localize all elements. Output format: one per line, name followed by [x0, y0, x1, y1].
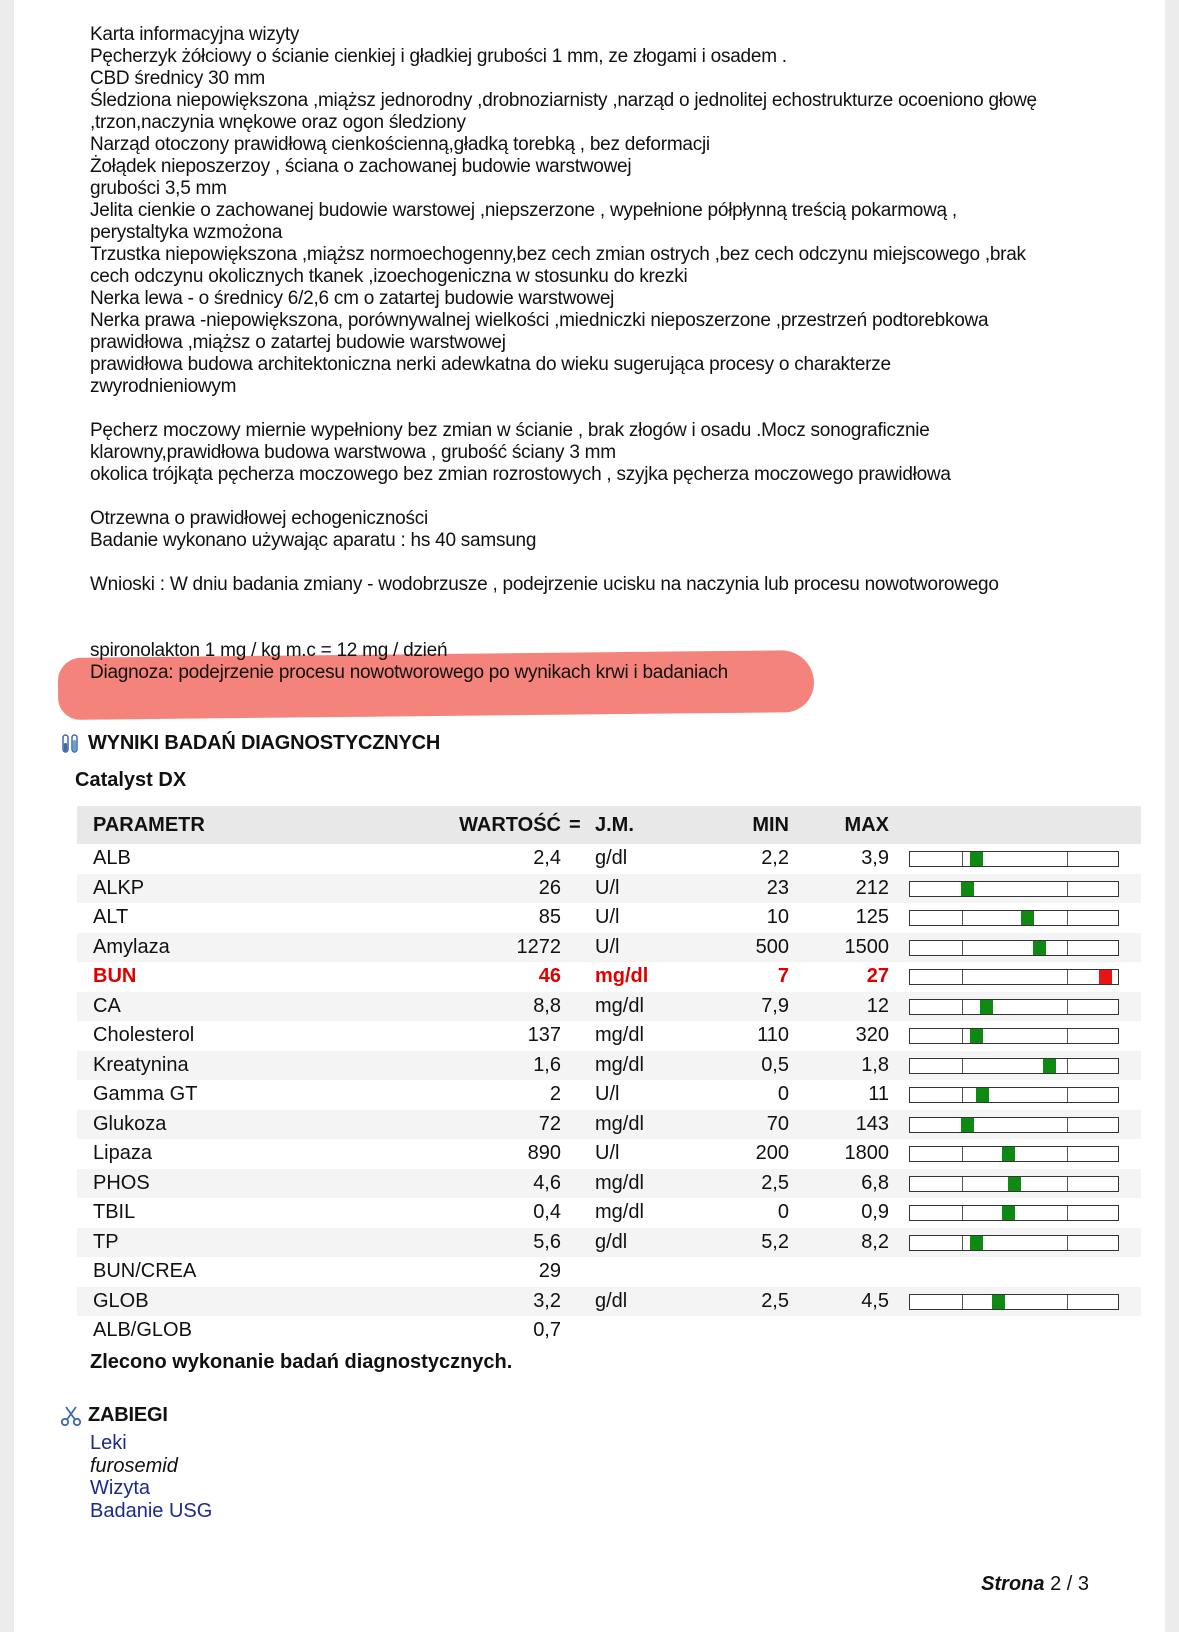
header-max: MAX: [844, 814, 889, 836]
note-line: Śledziona niepowiększona ,miąższ jednorodny ,drobnoziarnisty ,narząd o jednolitej echostrukturze ocoeniono głowę: [90, 90, 1037, 111]
note-line: grubości 3,5 mm: [90, 178, 227, 199]
range-tick-max: [1067, 970, 1068, 984]
range-marker: [992, 1295, 1005, 1309]
analyzer-name: Catalyst DX: [75, 769, 187, 791]
page-sep: /: [1066, 1573, 1073, 1595]
cell-max: 1,8: [861, 1053, 889, 1076]
cell-unit: mg/dl: [595, 1024, 644, 1046]
range-tick-min: [962, 1295, 963, 1309]
note-line: prawidłowa ,miąższ o zatartej budowie warstwowej: [90, 332, 506, 353]
range-tick-min: [962, 1059, 963, 1073]
cell-max: 12: [866, 994, 889, 1017]
cell-unit: U/l: [595, 876, 620, 899]
cell-min: 110: [757, 1024, 789, 1046]
table-row: [77, 1021, 1141, 1051]
range-marker: [980, 1000, 993, 1014]
cell-param: BUN: [93, 965, 137, 987]
header-eq: =: [569, 814, 581, 836]
cell-param: Lipaza: [93, 1142, 152, 1164]
cell-param: Kreatynina: [93, 1053, 189, 1076]
procedures-section-title: ZABIEGI: [88, 1404, 168, 1426]
cell-value: 85: [538, 906, 561, 928]
page-label: Strona: [981, 1573, 1045, 1595]
cell-unit: U/l: [595, 906, 620, 928]
range-marker: [961, 882, 974, 896]
cell-param: ALB/GLOB: [93, 1319, 192, 1341]
range-tick-min: [962, 970, 963, 984]
range-tick-max: [1067, 1206, 1068, 1220]
range-marker: [1021, 911, 1034, 925]
table-row: [77, 1316, 1141, 1346]
note-spacer: [90, 486, 1160, 508]
range-marker-high: [1099, 970, 1112, 984]
header-param: PARAMETR: [93, 814, 205, 836]
range-marker: [1002, 1147, 1015, 1161]
cell-min: 200: [755, 1142, 789, 1164]
table-row: [77, 1139, 1141, 1169]
range-marker: [976, 1088, 989, 1102]
range-tick-max: [1067, 882, 1068, 896]
note-line: Diagnoza: podejrzenie procesu nowotworowego po wynikach krwi i badaniach: [90, 662, 728, 683]
results-table-header: [77, 806, 1141, 844]
table-row: [77, 1287, 1141, 1317]
note-line: perystaltyka wzmożona: [90, 222, 283, 243]
range-marker: [1008, 1177, 1021, 1191]
cell-max: 3,9: [861, 847, 889, 869]
range-bar: [909, 940, 1119, 956]
cell-value: 0,4: [533, 1201, 561, 1223]
results-table: [77, 806, 1141, 1346]
test-tubes-icon: [60, 733, 82, 755]
header-value: WARTOŚĆ: [459, 814, 561, 836]
cell-min: 0: [777, 1201, 789, 1223]
note-line: cech odczynu okolicznych tkanek ,izoechogeniczna w stosunku do krezki: [90, 266, 688, 287]
cell-unit: g/dl: [595, 1289, 628, 1312]
cell-min: 500: [755, 935, 789, 958]
cell-min: 2,5: [761, 1289, 789, 1312]
header-unit: J.M.: [595, 814, 634, 836]
cell-value: 4,6: [533, 1171, 561, 1194]
range-bar: [909, 1205, 1119, 1221]
procedures-section-header: [60, 1404, 168, 1427]
table-row: [77, 1198, 1141, 1228]
note-line: Pęcherzyk żółciowy o ścianie cienkiej i gładkiej grubości 1 mm, ze złogami i osadem .: [90, 46, 787, 67]
range-bar: [909, 851, 1119, 867]
note-line: prawidłowa budowa architektoniczna nerki adewkatna do wieku sugerująca procesy o charakterze: [90, 354, 891, 375]
cell-unit: mg/dl: [595, 994, 644, 1017]
ordered-note: Zlecono wykonanie badań diagnostycznych.: [90, 1351, 513, 1373]
table-row: [77, 903, 1141, 933]
cell-value: 2,4: [533, 847, 561, 869]
note-spacer: [90, 596, 1160, 618]
cell-unit: mg/dl: [595, 965, 649, 987]
range-marker: [1002, 1206, 1015, 1220]
note-spacer: [90, 552, 1160, 574]
range-tick-max: [1067, 852, 1068, 866]
cell-unit: mg/dl: [595, 1171, 644, 1194]
procedure-link[interactable]: Wizyta: [90, 1477, 150, 1499]
cell-min: 70: [766, 1112, 789, 1135]
cell-min: 0,5: [761, 1053, 789, 1076]
cell-param: Amylaza: [93, 935, 170, 958]
cell-unit: g/dl: [595, 847, 628, 869]
table-row: [77, 1257, 1141, 1287]
cell-param: TBIL: [93, 1201, 136, 1223]
range-tick-min: [962, 1177, 963, 1191]
procedure-link[interactable]: Leki: [90, 1432, 127, 1454]
range-bar: [909, 969, 1119, 985]
note-line: okolica trójkąta pęcherza moczowego bez zmian rozrostowych , szyjka pęcherza moczowego prawidłowa: [90, 464, 951, 485]
cell-unit: mg/dl: [595, 1112, 644, 1135]
range-tick-min: [962, 1147, 963, 1161]
table-row: [77, 962, 1141, 992]
page-indicator: [981, 1573, 1089, 1596]
cell-value: 72: [538, 1112, 561, 1135]
range-tick-max: [1067, 1295, 1068, 1309]
range-bar: [909, 910, 1119, 926]
note-line: Trzustka niepowiększona ,miąższ normoechogenny,bez cech zmian ostrych ,bez cech odczynu miejscowego ,brak: [90, 244, 1026, 265]
range-tick-min: [962, 911, 963, 925]
note-spacer: [90, 618, 1160, 640]
cell-param: PHOS: [93, 1171, 150, 1194]
note-line: Karta informacyjna wizyty: [90, 24, 300, 45]
procedure-drug: furosemid: [90, 1454, 178, 1477]
note-spacer: [90, 398, 1160, 420]
cell-max: 6,8: [861, 1171, 889, 1194]
cell-param: TP: [93, 1230, 119, 1253]
range-tick-max: [1067, 1059, 1068, 1073]
range-tick-max: [1067, 1029, 1068, 1043]
cell-value: 890: [527, 1142, 561, 1164]
table-row: [77, 933, 1141, 963]
cell-max: 8,2: [861, 1230, 889, 1253]
note-line: Jelita cienkie o zachowanej budowie warstowej ,niepszerzone , wypełnione półpłynną treścią pokarmową ,: [90, 200, 957, 221]
range-bar: [909, 1087, 1119, 1103]
cell-value: 1,6: [533, 1053, 561, 1076]
range-tick-max: [1067, 1000, 1068, 1014]
range-tick-min: [962, 852, 963, 866]
cell-max: 1500: [844, 935, 889, 958]
cell-param: CA: [93, 994, 121, 1017]
cell-value: 29: [538, 1260, 561, 1282]
cell-param: ALB: [93, 847, 131, 869]
document-page: [14, 0, 1165, 1632]
cell-max: 320: [855, 1024, 889, 1046]
range-tick-max: [1067, 1118, 1068, 1132]
note-line: Nerka lewa - o średnicy 6/2,6 cm o zatartej budowie warstwowej: [90, 288, 615, 309]
range-bar: [909, 1235, 1119, 1251]
cell-unit: mg/dl: [595, 1201, 644, 1223]
cell-param: ALKP: [93, 876, 145, 899]
cell-max: 1800: [844, 1142, 889, 1164]
cell-min: 2,5: [761, 1171, 789, 1194]
range-bar: [909, 1058, 1119, 1074]
cell-unit: U/l: [595, 935, 620, 958]
range-tick-min: [962, 941, 963, 955]
table-row: [77, 1110, 1141, 1140]
cell-min: 5,2: [761, 1230, 789, 1253]
page-total: 3: [1077, 1573, 1089, 1595]
note-line: ,trzon,naczynia wnękowe oraz ogon śledziony: [90, 112, 466, 133]
cell-max: 0,9: [861, 1201, 889, 1223]
cell-param: Glukoza: [93, 1112, 167, 1135]
cell-param: Cholesterol: [93, 1024, 195, 1046]
cell-max: 4,5: [861, 1289, 889, 1312]
range-bar: [909, 1117, 1119, 1133]
cell-unit: g/dl: [595, 1230, 628, 1253]
range-tick-min: [962, 1088, 963, 1102]
cell-unit: mg/dl: [595, 1053, 644, 1076]
note-line: spironolakton 1 mg / kg m.c = 12 mg / dzień: [90, 640, 448, 661]
note-line: Żołądek nieposzerzoy , ściana o zachowanej budowie warstwowej: [90, 156, 632, 177]
cell-max: 212: [855, 876, 889, 899]
note-line: zwyrodnieniowym: [90, 376, 237, 397]
cell-param: GLOB: [93, 1289, 149, 1312]
note-line: klarowny,prawidłowa budowa warstwowa , grubość ściany 3 mm: [90, 442, 616, 463]
range-tick-min: [962, 1029, 963, 1043]
range-tick-max: [1067, 1088, 1068, 1102]
table-row: [77, 992, 1141, 1022]
results-section-title: WYNIKI BADAŃ DIAGNOSTYCZNYCH: [88, 732, 441, 754]
cell-value: 2: [549, 1083, 561, 1105]
cell-unit: U/l: [595, 1083, 620, 1105]
cell-unit: U/l: [595, 1142, 620, 1164]
cell-param: ALT: [93, 906, 129, 928]
cell-min: 10: [766, 906, 789, 928]
cell-value: 5,6: [533, 1230, 561, 1253]
cell-param: BUN/CREA: [93, 1260, 197, 1282]
range-tick-max: [1067, 1147, 1068, 1161]
results-section-header: [60, 732, 440, 755]
cell-max: 11: [868, 1083, 889, 1105]
cell-min: 7,9: [761, 994, 789, 1017]
range-bar: [909, 1294, 1119, 1310]
procedure-link[interactable]: Badanie USG: [90, 1499, 213, 1522]
cell-value: 0,7: [533, 1319, 561, 1341]
range-bar: [909, 999, 1119, 1015]
cell-value: 1272: [516, 935, 561, 958]
scissors-icon: [60, 1405, 82, 1427]
visit-notes: [90, 24, 1160, 684]
cell-min: 0: [777, 1083, 789, 1105]
cell-param: Gamma GT: [93, 1083, 198, 1105]
table-row: [77, 1080, 1141, 1110]
note-line: Badanie wykonano używając aparatu : hs 40 samsung: [90, 530, 537, 551]
range-bar: [909, 1146, 1119, 1162]
page-current: 2: [1050, 1573, 1062, 1595]
table-row: [77, 1051, 1141, 1081]
range-marker: [1043, 1059, 1056, 1073]
cell-max: 143: [855, 1112, 889, 1135]
table-row: [77, 1228, 1141, 1258]
cell-min: 2,2: [761, 847, 789, 869]
header-min: MIN: [752, 814, 789, 836]
cell-min: 23: [766, 876, 789, 899]
cell-value: 8,8: [533, 994, 561, 1017]
cell-max: 27: [866, 965, 889, 987]
range-tick-max: [1067, 911, 1068, 925]
range-marker: [970, 852, 983, 866]
cell-value: 137: [527, 1024, 561, 1046]
note-line: Narząd otoczony prawidłową cienkościenną,gładką torebką , bez deformacji: [90, 134, 710, 155]
range-marker: [1033, 941, 1046, 955]
note-line: Otrzewna o prawidłowej echogeniczności: [90, 508, 428, 529]
range-tick-max: [1067, 941, 1068, 955]
cell-value: 26: [538, 876, 561, 899]
range-tick-min: [962, 1206, 963, 1220]
cell-max: 125: [855, 906, 889, 928]
table-row: [77, 874, 1141, 904]
range-marker: [970, 1029, 983, 1043]
range-tick-min: [962, 1000, 963, 1014]
note-line: Pęcherz moczowy miernie wypełniony bez zmian w ścianie , brak złogów i osadu .Mocz sonograficznie: [90, 420, 930, 441]
results-table-body: [77, 844, 1141, 1346]
range-tick-min: [962, 1236, 963, 1250]
cell-min: 7: [777, 965, 789, 987]
range-tick-max: [1067, 1177, 1068, 1191]
range-bar: [909, 1028, 1119, 1044]
range-tick-max: [1067, 1236, 1068, 1250]
note-line: Nerka prawa -niepowiększona, porównywalnej wielkości ,miedniczki nieposzerzone ,przestrzeń podtorebkowa: [90, 310, 989, 331]
range-marker: [961, 1118, 974, 1132]
cell-value: 46: [538, 965, 561, 987]
procedures-list: [90, 1432, 212, 1522]
table-row: [77, 1169, 1141, 1199]
cell-value: 3,2: [533, 1289, 561, 1312]
note-line: CBD średnicy 30 mm: [90, 68, 265, 89]
note-line: Wnioski : W dniu badania zmiany - wodobrzusze , podejrzenie ucisku na naczynia lub procesu nowotworowego: [90, 574, 999, 595]
range-bar: [909, 1176, 1119, 1192]
range-bar: [909, 881, 1119, 897]
range-marker: [970, 1236, 983, 1250]
table-row: [77, 844, 1141, 874]
